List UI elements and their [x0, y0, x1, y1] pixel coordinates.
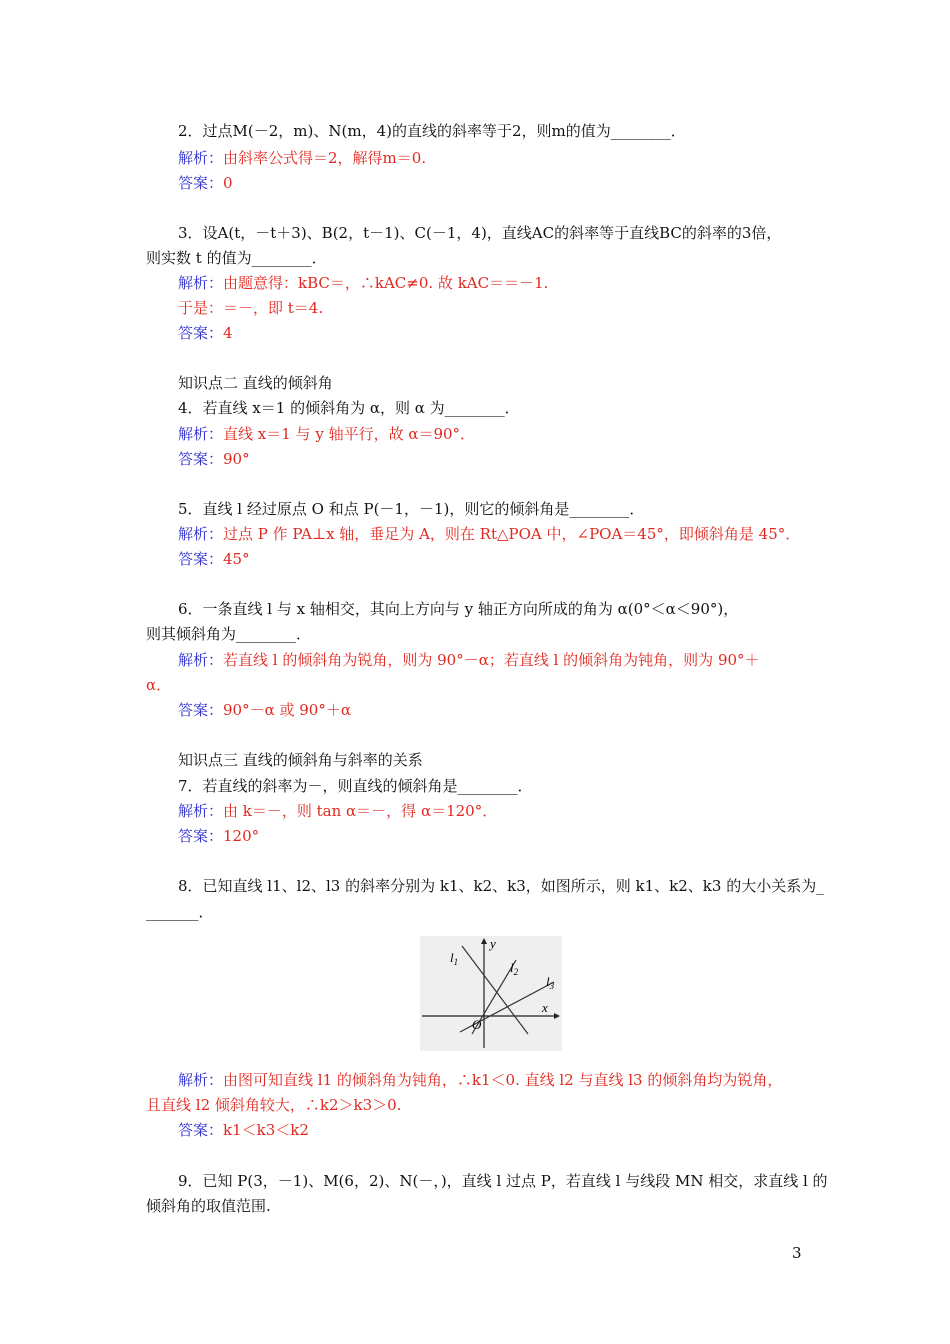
q2-answer: [178, 173, 233, 193]
q9-question-line2: 倾斜角的取值范围.: [146, 1197, 271, 1215]
answer-label: 答案：: [178, 450, 224, 468]
analysis-label: 解析：: [178, 149, 224, 167]
q8-answer: [178, 1120, 309, 1140]
label-y: y: [490, 936, 496, 951]
answer-text: 4: [223, 324, 233, 342]
answer-label: 答案：: [178, 324, 224, 342]
q2-question: 2．过点M(－2，m)、N(m，4)的直线的斜率等于2，则m的值为________．: [178, 122, 686, 140]
answer-text: 0: [223, 174, 233, 192]
label-l3: $l_3$: [546, 974, 555, 991]
q4-answer: [178, 449, 250, 469]
answer-text: 90°－α 或 90°＋α: [223, 701, 351, 719]
section-heading-3: 知识点三 直线的倾斜角与斜率的关系: [178, 751, 423, 769]
q5-answer: [178, 549, 250, 569]
slope-lines-diagram: [420, 936, 562, 1051]
answer-text: k1＜k3＜k2: [223, 1121, 309, 1139]
answer-label: 答案：: [178, 827, 224, 845]
analysis-label: 解析：: [178, 802, 224, 820]
analysis-text: 由斜率公式得＝2，解得m＝0.: [223, 149, 427, 167]
analysis-text: 由图可知直线 l1 的倾斜角为钝角，∴k1＜0. 直线 l2 与直线 l3 的倾斜角均为锐角，: [223, 1071, 783, 1089]
analysis-label: 解析：: [178, 651, 224, 669]
analysis-label: 解析：: [178, 1071, 224, 1089]
q3-analysis: [178, 273, 548, 293]
q6-analysis-line2: α．: [146, 676, 172, 694]
answer-text: 45°: [223, 550, 250, 568]
q6-answer: [178, 700, 351, 720]
q6-question-line2: 则其倾斜角为________．: [146, 625, 312, 643]
q8-analysis: [178, 1070, 782, 1090]
analysis-text: 过点 P 作 PA⊥x 轴，垂足为 A，则在 Rt△POA 中，∠POA＝45°，即倾斜角是 45°．: [223, 525, 801, 543]
answer-label: 答案：: [178, 1121, 224, 1139]
q7-answer: [178, 826, 259, 846]
label-l2: $l_2$: [510, 960, 519, 977]
q6-question-line1: 6．一条直线 l 与 x 轴相交，其向上方向与 y 轴正方向所成的角为 α(0°＜α＜90°)，: [178, 600, 739, 618]
analysis-text: 由 k＝－，则 tan α＝－，得 α＝120°．: [223, 802, 498, 820]
answer-label: 答案：: [178, 550, 224, 568]
answer-text: 90°: [223, 450, 250, 468]
q5-analysis: [178, 524, 800, 544]
q3-answer: [178, 323, 233, 343]
q3-question-line1: 3．设A(t，－t＋3)、B(2，t－1)、C(－1，4)，直线AC的斜率等于直线BC的斜率的3倍，: [178, 224, 782, 242]
q2-analysis: [178, 148, 426, 168]
page-number: 3: [792, 1244, 802, 1262]
analysis-text: 直线 x＝1 与 y 轴平行，故 α＝90°．: [223, 425, 476, 443]
analysis-text: 由题意得：kBC＝，∴kAC≠0. 故 kAC＝＝－1.: [223, 274, 549, 292]
label-x: x: [542, 1000, 548, 1015]
slope-lines-figure: [420, 936, 562, 1051]
q4-question: 4．若直线 x＝1 的倾斜角为 α，则 α 为________．: [178, 399, 520, 417]
y-axis-arrow: [481, 938, 487, 944]
q9-question-line1: 9．已知 P(3，－1)、M(6，2)、N(－，)，直线 l 过点 P，若直线 l 与线段 MN 相交，求直线 l 的: [178, 1172, 828, 1190]
q4-analysis: [178, 424, 475, 444]
answer-label: 答案：: [178, 174, 224, 192]
q3-question-line2: 则实数 t 的值为________．: [146, 249, 327, 267]
answer-label: 答案：: [178, 701, 224, 719]
analysis-label: 解析：: [178, 274, 224, 292]
analysis-text: 若直线 l 的倾斜角为锐角，则为 90°－α；若直线 l 的倾斜角为钝角，则为 90°＋: [223, 651, 760, 669]
x-axis-arrow: [554, 1013, 560, 1019]
q8-analysis-line2: 且直线 l2 倾斜角较大，∴k2＞k3＞0.: [146, 1096, 402, 1114]
q8-question-line1: 8．已知直线 l1、l2、l3 的斜率分别为 k1、k2、k3，如图所示，则 k1、k2、k3 的大小关系为_: [178, 877, 824, 895]
analysis-label: 解析：: [178, 425, 224, 443]
q7-analysis: [178, 801, 497, 821]
q7-question: 7．若直线的斜率为－，则直线的倾斜角是________．: [178, 777, 533, 795]
label-origin: O: [472, 1017, 482, 1032]
q6-analysis: [178, 650, 760, 670]
label-l1: $l_1$: [450, 950, 459, 967]
q5-question: 5．直线 l 经过原点 O 和点 P(－1，－1)，则它的倾斜角是________．: [178, 500, 645, 518]
analysis-label: 解析：: [178, 525, 224, 543]
q8-question-line2: _______．: [146, 903, 214, 921]
section-heading-2: 知识点二 直线的倾斜角: [178, 374, 333, 392]
q3-analysis-line2: 于是：＝－，即 t＝4.: [178, 299, 324, 317]
answer-text: 120°: [223, 827, 260, 845]
